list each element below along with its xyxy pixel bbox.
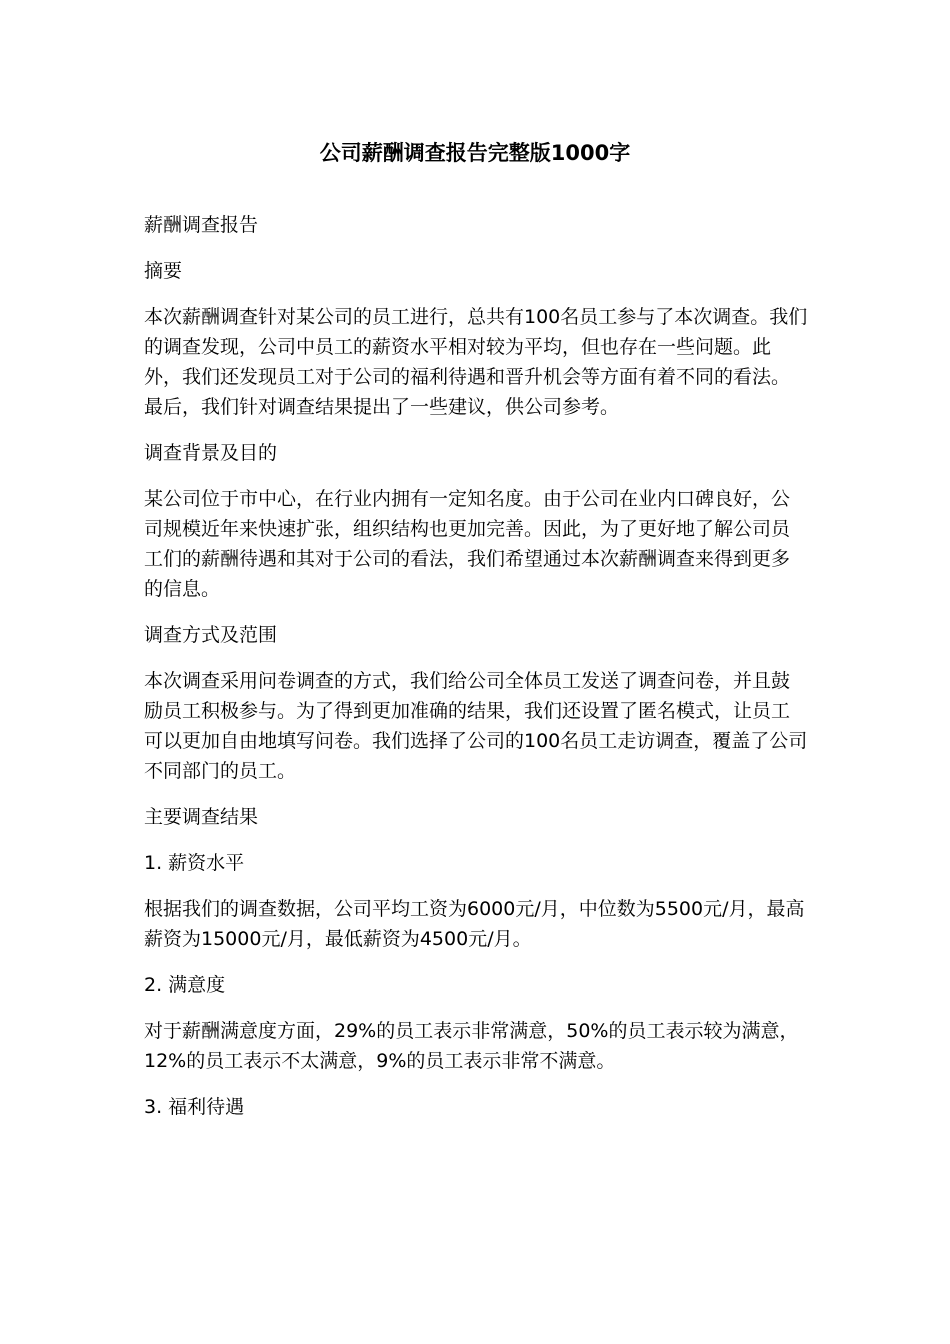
- subheading-salary-level: 1. 薪资水平: [144, 852, 245, 874]
- document-title: 公司薪酬调查报告完整版1000字: [319, 141, 631, 165]
- section-heading-method: 调查方式及范围: [144, 624, 278, 646]
- section-heading-background: 调查背景及目的: [144, 442, 278, 464]
- section-heading-results: 主要调查结果: [144, 806, 259, 828]
- paragraph-satisfaction: 对于薪酬满意度方面，29%的员工表示非常满意，50%的员工表示较为满意，12%的员工表示不太满意，9%的员工表示非常不满意。: [144, 1020, 799, 1072]
- paragraph-abstract: 本次薪酬调查针对某公司的员工进行，总共有100名员工参与了本次调查。我们的调查发现，公司中员工的薪资水平相对较为平均，但也存在一些问题。此外，我们还发现员工对于公司的福利待遇和晋升机会等方面有着不同的看法。最后，我们针对调查结果提出了一些建议，供公司参考。: [144, 306, 808, 418]
- document-body: [144, 210, 808, 1138]
- paragraph-salary-level: 根据我们的调查数据，公司平均工资为6000元/月，中位数为5500元/月，最高薪资为15000元/月，最低薪资为4500元/月。: [144, 898, 805, 950]
- report-heading: 薪酬调查报告: [144, 214, 259, 236]
- section-heading-abstract: 摘要: [144, 260, 183, 282]
- paragraph-background: 某公司位于市中心，在行业内拥有一定知名度。由于公司在业内口碑良好，公司规模近年来快速扩张，组织结构也更加完善。因此，为了更好地了解公司员工们的薪酬待遇和其对于公司的看法，我们希望通过本次薪酬调查来得到更多的信息。: [144, 488, 791, 600]
- paragraph-method: 本次调查采用问卷调查的方式，我们给公司全体员工发送了调查问卷，并且鼓励员工积极参与。为了得到更加准确的结果，我们还设置了匿名模式，让员工可以更加自由地填写问卷。我们选择了公司的100名员工走访调查，覆盖了公司不同部门的员工。: [144, 670, 808, 782]
- subheading-satisfaction: 2. 满意度: [144, 974, 226, 996]
- subheading-benefits: 3. 福利待遇: [144, 1096, 245, 1118]
